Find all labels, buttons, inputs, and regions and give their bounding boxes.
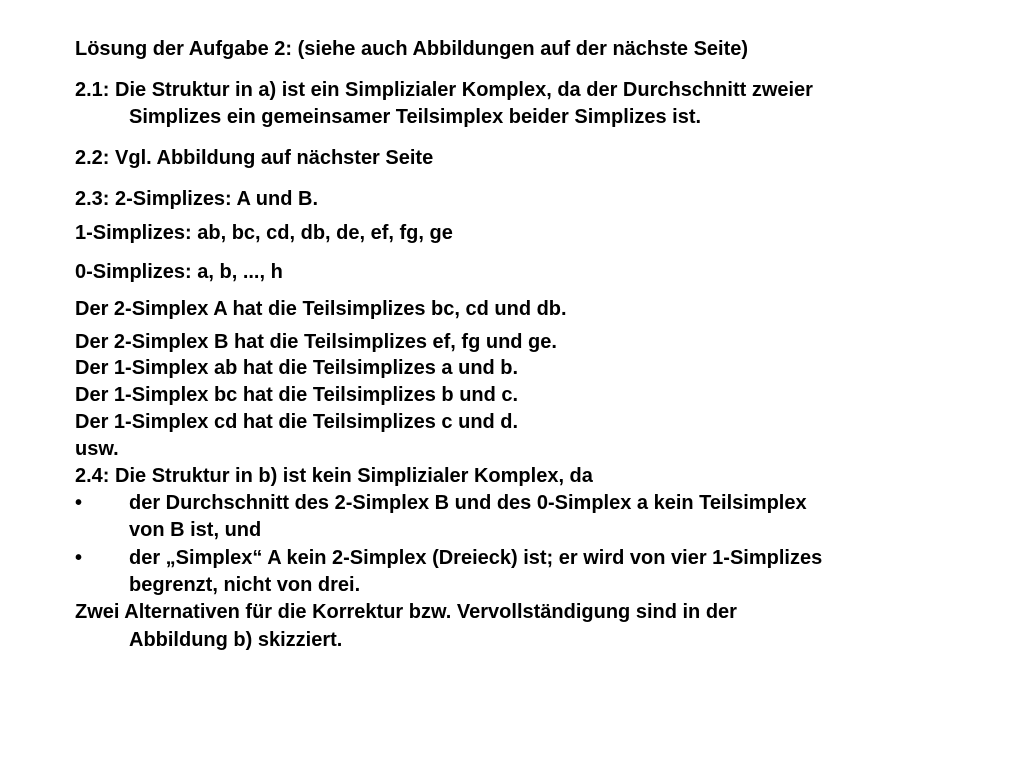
page-title: Lösung der Aufgabe 2: (siehe auch Abbildungen auf der nächste Seite) <box>75 38 749 60</box>
teilsimplizes-cd: Der 1-Simplex cd hat die Teilsimplizes c und d. <box>75 411 519 433</box>
closing-line-2: Abbildung b) skizziert. <box>129 629 343 651</box>
paragraph-2-3: 2.3: 2-Simplizes: A und B. <box>75 188 318 210</box>
paragraph-2-1-line-1: 2.1: Die Struktur in a) ist ein Simplizialer Komplex, da der Durchschnitt zweier <box>75 79 813 101</box>
simplizes-0-list: 0-Simplizes: a, b, ..., h <box>75 261 283 283</box>
teilsimplizes-ab: Der 1-Simplex ab hat die Teilsimplizes a und b. <box>75 357 519 379</box>
bullet-1-line-2: von B ist, und <box>129 519 262 541</box>
simplizes-1-list: 1-Simplizes: ab, bc, cd, db, de, ef, fg, ge <box>75 222 453 244</box>
closing-line-1: Zwei Alternativen für die Korrektur bzw. Vervollständigung sind in der <box>75 601 737 623</box>
bullet-2-line-1: der „Simplex“ A kein 2-Simplex (Dreieck) ist; er wird von vier 1-Simplizes <box>129 547 823 569</box>
bullet-2-marker: • <box>75 547 83 569</box>
paragraph-2-2: 2.2: Vgl. Abbildung auf nächster Seite <box>75 147 434 169</box>
bullet-1-line-1: der Durchschnitt des 2-Simplex B und des 0-Simplex a kein Teilsimplex <box>129 492 807 514</box>
paragraph-2-4: 2.4: Die Struktur in b) ist kein Simplizialer Komplex, da <box>75 465 593 487</box>
bullet-2-line-2: begrenzt, nicht von drei. <box>129 574 361 596</box>
teilsimplizes-a: Der 2-Simplex A hat die Teilsimplizes bc, cd und db. <box>75 298 567 320</box>
bullet-1-marker: • <box>75 492 83 514</box>
paragraph-2-1-line-2: Simplizes ein gemeinsamer Teilsimplex beider Simplizes ist. <box>129 106 702 128</box>
teilsimplizes-bc: Der 1-Simplex bc hat die Teilsimplizes b und c. <box>75 384 519 406</box>
usw-text: usw. <box>75 438 119 460</box>
teilsimplizes-b: Der 2-Simplex B hat die Teilsimplizes ef, fg und ge. <box>75 331 557 353</box>
